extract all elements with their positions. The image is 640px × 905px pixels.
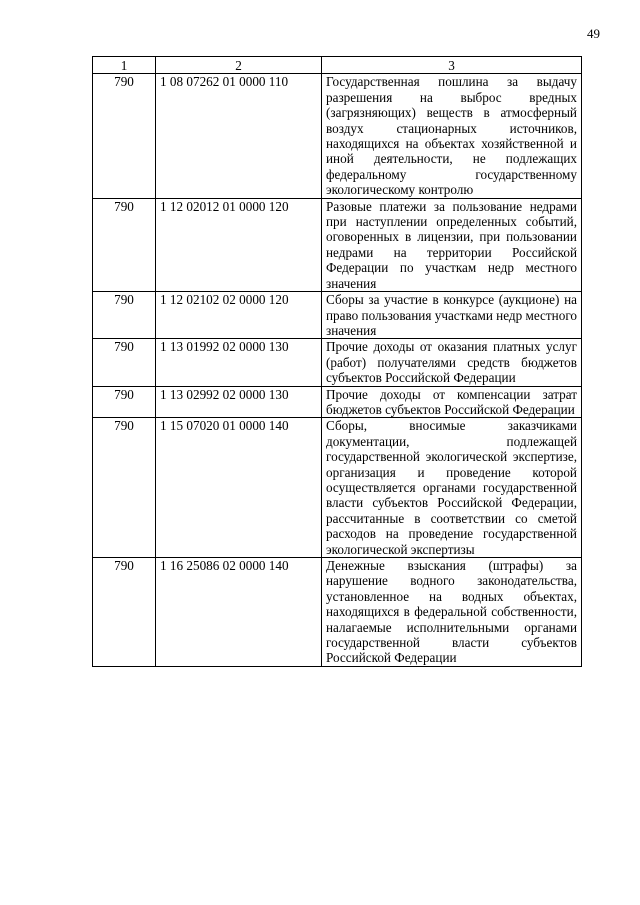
budget-code-cell: 1 16 25086 02 0000 140 bbox=[156, 558, 322, 667]
table-row bbox=[93, 558, 582, 667]
budget-code-cell: 1 13 01992 02 0000 130 bbox=[156, 339, 322, 386]
table-row bbox=[93, 386, 582, 418]
admin-code-cell: 790 bbox=[93, 386, 156, 418]
description-cell: Сборы, вносимые заказчиками документации, подлежащей государственной экологической экспертизе, организация и проведение которой осуществляется органами государственной власти субъектов Российской Федерации, рассчитанные в соответствии со сметой расходов на проведение государственной экологической экспертизы bbox=[322, 418, 582, 558]
page-number: 49 bbox=[587, 26, 600, 41]
table-row bbox=[93, 198, 582, 291]
budget-code-cell: 1 15 07020 01 0000 140 bbox=[156, 418, 322, 558]
budget-code-cell: 1 13 02992 02 0000 130 bbox=[156, 386, 322, 418]
table-row bbox=[93, 339, 582, 386]
header-col-1: 1 bbox=[93, 57, 156, 74]
header-row bbox=[93, 57, 582, 74]
description-cell: Прочие доходы от компенсации затрат бюджетов субъектов Российской Федерации bbox=[322, 386, 582, 418]
description-cell: Сборы за участие в конкурсе (аукционе) на право пользования участками недр местного значения bbox=[322, 292, 582, 339]
header-col-3: 3 bbox=[322, 57, 582, 74]
budget-code-cell: 1 12 02102 02 0000 120 bbox=[156, 292, 322, 339]
admin-code-cell: 790 bbox=[93, 558, 156, 667]
admin-code-cell: 790 bbox=[93, 198, 156, 291]
budget-code-cell: 1 12 02012 01 0000 120 bbox=[156, 198, 322, 291]
table-body bbox=[93, 74, 582, 666]
admin-code-cell: 790 bbox=[93, 339, 156, 386]
table-header bbox=[93, 57, 582, 74]
table-row bbox=[93, 74, 582, 198]
description-cell: Денежные взыскания (штрафы) за нарушение водного законодательства, установленное на водных объектах, находящихся в федеральной собственности, налагаемые исполнительными органами государственной власти субъектов Российской Федерации bbox=[322, 558, 582, 667]
admin-code-cell: 790 bbox=[93, 418, 156, 558]
revenue-codes-table bbox=[92, 56, 582, 667]
description-cell: Разовые платежи за пользование недрами при наступлении определенных событий, оговоренных в лицензии, при пользовании недрами на территории Российской Федерации по участкам недр местного значения bbox=[322, 198, 582, 291]
header-col-2: 2 bbox=[156, 57, 322, 74]
admin-code-cell: 790 bbox=[93, 292, 156, 339]
admin-code-cell: 790 bbox=[93, 74, 156, 198]
table-row bbox=[93, 292, 582, 339]
table-row bbox=[93, 418, 582, 558]
description-cell: Государственная пошлина за выдачу разрешения на выброс вредных (загрязняющих) веществ в атмосферный воздух стационарных источников, находящихся на объектах хозяйственной и иной деятельности, не подлежащих федеральному государственному экологическому контролю bbox=[322, 74, 582, 198]
budget-code-cell: 1 08 07262 01 0000 110 bbox=[156, 74, 322, 198]
description-cell: Прочие доходы от оказания платных услуг (работ) получателями средств бюджетов субъектов Российской Федерации bbox=[322, 339, 582, 386]
